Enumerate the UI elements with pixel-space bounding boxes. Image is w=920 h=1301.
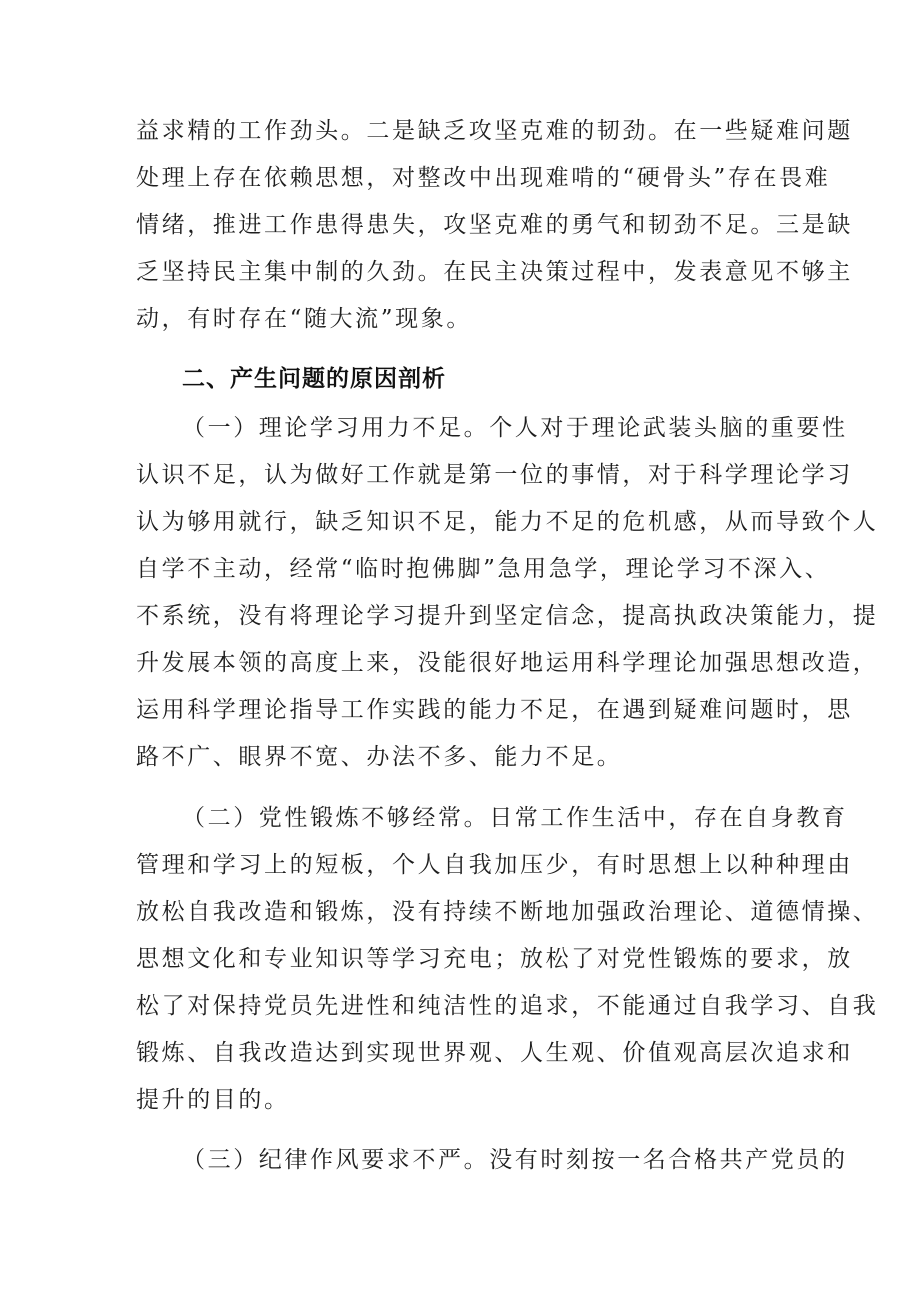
text-line: 运用科学理论指导工作实践的能力不足，在遇到疑难问题时，思 (136, 697, 853, 723)
paragraph-continuation (136, 108, 853, 343)
text-line: 放松自我改造和锻炼，没有持续不断地加强政治理论、道德情操、 (136, 899, 879, 925)
text-line: （一）理论学习用力不足。个人对于理论武装头脑的重要性 (182, 415, 848, 441)
text-line: （三）纪律作风要求不严。没有时刻按一名合格共产党员的 (182, 1147, 848, 1173)
text-line: 认为够用就行，缺乏知识不足，能力不足的危机感，从而导致个人 (136, 509, 879, 535)
text-line: 不系统，没有将理论学习提升到坚定信念，提高执政决策能力，提 (136, 603, 879, 629)
text-line: 益求精的工作劲头。二是缺乏攻坚克难的韧劲。在一些疑难问题 (136, 118, 853, 144)
paragraph-discipline (136, 1137, 848, 1184)
text-line: 松了对保持党员先进性和纯洁性的追求，不能通过自我学习、自我 (136, 993, 879, 1019)
text-line: 认识不足，认为做好工作就是第一位的事情，对于科学理论学习 (136, 462, 853, 488)
section-heading: 二、产生问题的原因剖析 (182, 366, 446, 392)
text-line: （二）党性锻炼不够经常。日常工作生活中，存在自身教育 (182, 805, 848, 831)
text-line: 锻炼、自我改造达到实现世界观、人生观、价值观高层次追求和 (136, 1040, 853, 1066)
paragraph-party-training (136, 795, 879, 1124)
paragraph-theory-study (136, 405, 879, 781)
text-line: 动，有时存在“随大流”现象。 (136, 306, 472, 332)
text-line: 自学不主动，经常“临时抱佛脚”急用急学，理论学习不深入、 (136, 556, 831, 582)
text-line: 处理上存在依赖思想，对整改中出现难啃的“硬骨头”存在畏难 (136, 165, 831, 191)
text-line: 情绪，推进工作患得患失，攻坚克难的勇气和韧劲不足。三是缺 (136, 212, 853, 238)
text-line: 提升的目的。 (136, 1087, 290, 1113)
text-line: 思想文化和专业知识等学习充电；放松了对党性锻炼的要求，放 (136, 946, 853, 972)
text-line: 管理和学习上的短板，个人自我加压少，有时思想上以种种理由 (136, 852, 853, 878)
text-line: 升发展本领的高度上来，没能很好地运用科学理论加强思想改造， (136, 650, 879, 676)
text-line: 路不广、眼界不宽、办法不多、能力不足。 (136, 744, 623, 770)
text-line: 乏坚持民主集中制的久劲。在民主决策过程中，发表意见不够主 (136, 259, 853, 285)
